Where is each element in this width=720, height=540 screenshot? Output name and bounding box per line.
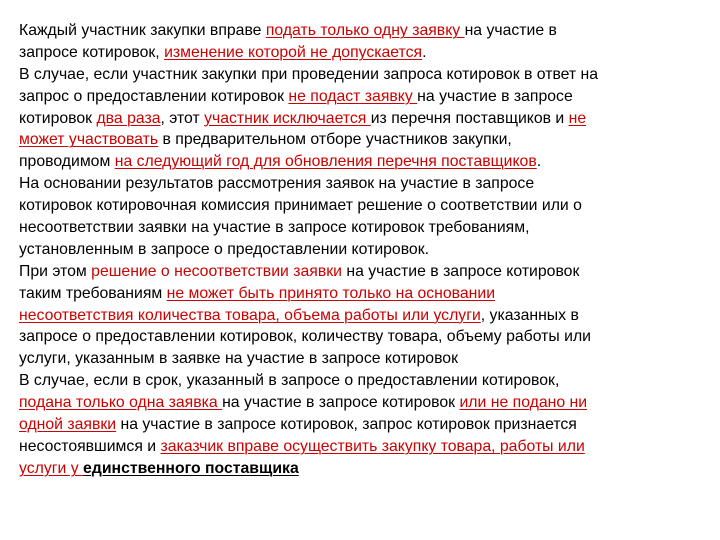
highlighted-phrase: не	[568, 109, 587, 127]
text-segment: на участие в запросе котировок	[222, 394, 460, 412]
text-segment: запросе котировок,	[19, 43, 165, 61]
highlighted-phrase: на следующий год для обновления перечня поставщиков	[114, 153, 537, 171]
text-line	[19, 86, 709, 108]
text-segment: таким требованиям	[19, 284, 167, 302]
text-segment: в предварительном отборе участников закупки,	[158, 131, 512, 149]
text-line	[19, 217, 709, 239]
text-segment: , указанных в	[480, 306, 579, 324]
text-segment: запрос о предоставлении котировок	[19, 87, 289, 105]
text-segment: на участие в	[464, 22, 557, 39]
text-segment: , этот	[160, 109, 205, 127]
text-segment: на участие в запросе	[417, 87, 573, 105]
text-line	[19, 370, 709, 392]
highlighted-phrase: одной заявки	[19, 416, 117, 434]
text-line	[19, 458, 709, 480]
text-segment: на участие в запросе котировок, запрос котировок признается	[116, 416, 577, 434]
highlighted-phrase: подана только одна заявка	[19, 394, 223, 412]
highlighted-phrase: или не подано ни	[459, 394, 588, 412]
text-segment: .	[422, 43, 427, 61]
text-segment: котировок	[19, 109, 97, 127]
text-line	[19, 151, 709, 173]
text-segment: Каждый участник закупки вправе	[19, 22, 266, 39]
text-segment: проводимом	[19, 153, 115, 171]
text-segment: на участие в запросе котировок	[341, 262, 580, 280]
text-line	[19, 305, 709, 327]
highlighted-phrase: не подаст заявку	[288, 87, 418, 105]
highlighted-phrase: услуги у	[19, 459, 83, 477]
highlighted-phrase: участник исключается	[204, 109, 371, 127]
highlighted-phrase: единственного поставщика	[83, 459, 299, 477]
highlighted-phrase: заказчик вправе осуществить закупку товара, работы или	[160, 437, 585, 455]
text-line	[19, 436, 709, 458]
text-line	[19, 195, 709, 217]
text-line	[19, 108, 709, 130]
text-segment: несостоявшимся и	[19, 437, 161, 455]
text-segment: В случае, если в срок, указанный в запросе о предоставлении котировок,	[19, 372, 560, 390]
text-segment: На основании результатов рассмотрения заявок на участие в запросе	[19, 175, 535, 193]
text-line	[19, 326, 709, 348]
text-line	[19, 348, 709, 370]
text-line	[19, 392, 709, 414]
body-text	[19, 20, 709, 480]
text-segment: установленным в запросе о предоставлении котировок.	[19, 240, 430, 258]
text-segment: В случае, если участник закупки при проведении запроса котировок в ответ на	[19, 65, 599, 83]
text-segment: несоответствии заявки на участие в запросе котировок требованиям,	[19, 219, 530, 237]
highlighted-phrase: два раза	[96, 109, 161, 127]
text-line	[19, 239, 709, 261]
text-segment: котировок котировочная комиссия принимает решение о соответствии или о	[19, 197, 582, 215]
highlighted-phrase: решение о несоответствии заявки	[91, 262, 342, 280]
highlighted-phrase: не может быть принято только на основании	[166, 284, 496, 302]
highlighted-phrase: может участвовать	[19, 131, 159, 149]
text-segment: запросе о предоставлении котировок, количеству товара, объему работы или	[19, 328, 591, 346]
highlighted-phrase: изменение которой не допускается	[164, 43, 423, 61]
text-line	[19, 261, 709, 283]
text-line	[19, 414, 709, 436]
text-line	[19, 64, 709, 86]
text-line	[19, 283, 709, 305]
text-line	[19, 129, 709, 151]
text-line	[19, 20, 709, 42]
text-line	[19, 42, 709, 64]
highlighted-phrase: подать только одну заявку	[265, 22, 465, 39]
text-line	[19, 173, 709, 195]
text-segment: услуги, указанным в заявке на участие в запросе котировок	[19, 350, 458, 368]
text-segment: При этом	[19, 262, 92, 280]
text-segment: .	[536, 153, 542, 171]
highlighted-phrase: несоответствия количества товара, объема работы или услуги	[19, 306, 481, 324]
text-segment: из перечня поставщиков и	[370, 109, 569, 127]
